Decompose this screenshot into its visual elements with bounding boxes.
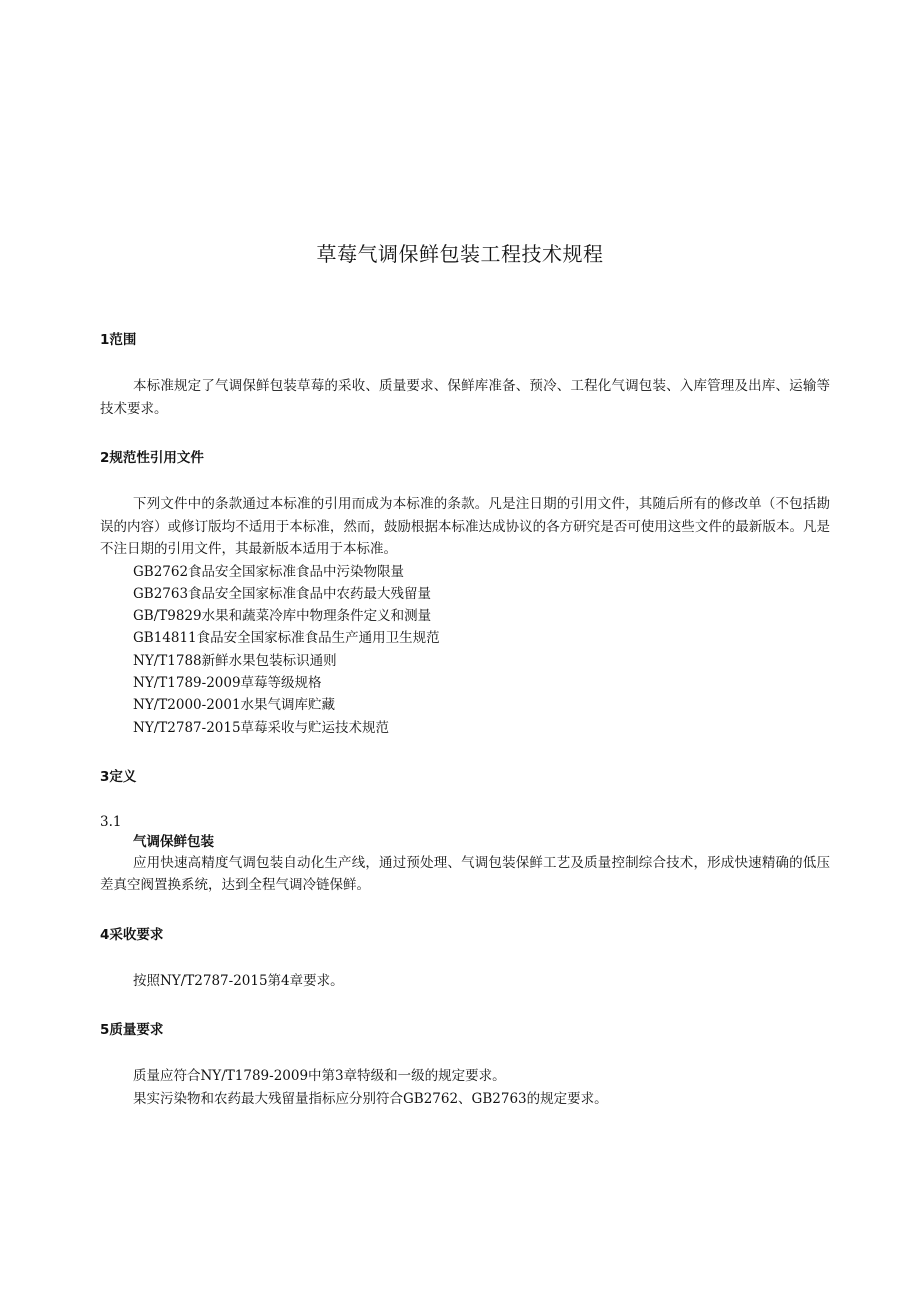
- section-references: [100, 448, 830, 739]
- section-heading-quality: 5质量要求: [100, 1022, 164, 1039]
- section-heading-references: 2规范性引用文件: [100, 450, 204, 466]
- definition-term: 气调保鲜包装: [133, 833, 214, 850]
- section-quality: [100, 1020, 830, 1110]
- reference-item: GB14811食品安全国家标准食品生产通用卫生规范: [133, 630, 440, 647]
- section-definitions: [100, 767, 830, 897]
- reference-item: NY/T1788新鲜水果包装标识通则: [133, 652, 337, 669]
- scope-paragraph: 本标准规定了气调保鲜包装草莓的采收、质量要求、保鲜库准备、预冷、工程化气调包装、入库管理及出库、运输等技术要求。: [100, 378, 830, 417]
- section-harvest: [100, 925, 830, 993]
- reference-item: GB/T9829水果和蔬菜冷库中物理条件定义和测量: [133, 608, 432, 625]
- section-heading-definitions: 3定义: [100, 768, 137, 785]
- reference-item: NY/T2000-2001水果气调库贮藏: [133, 697, 336, 714]
- reference-item: NY/T1789-2009草莓等级规格: [133, 674, 322, 691]
- quality-paragraph: 果实污染物和农药最大残留量指标应分别符合GB2762、GB2763的规定要求。: [133, 1090, 608, 1107]
- reference-list: [100, 561, 830, 739]
- section-heading-scope: 1范围: [100, 332, 137, 348]
- reference-item: NY/T2787-2015草莓采收与贮运技术规范: [133, 719, 390, 736]
- quality-paragraph: 质量应符合NY/T1789-2009中第3章特级和一级的规定要求。: [133, 1068, 506, 1085]
- definition-paragraph: 应用快速高精度气调包装自动化生产线，通过预处理、气调包装保鲜工艺及质量控制综合技术，形成快速精确的低压差真空阀置换系统，达到全程气调冷链保鲜。: [100, 854, 830, 894]
- reference-item: GB2762食品安全国家标准食品中污染物限量: [133, 563, 405, 580]
- references-paragraph: 下列文件中的条款通过本标准的引用而成为本标准的条款。凡是注日期的引用文件，其随后所有的修改单（不包括勘误的内容）或修订版均不适用于本标准，然而，鼓励根据本标准达成协议的各方研究是否可使用这些文件的最新版本。凡是不注日期的引用文件，其最新版本适用于本标准。: [100, 496, 830, 557]
- reference-item: GB2763食品安全国家标准食品中农药最大残留量: [133, 585, 432, 602]
- section-scope: [100, 330, 830, 420]
- document-body: [100, 330, 830, 1110]
- harvest-paragraph: 按照NY/T2787-2015第4章要求。: [133, 972, 344, 989]
- definition-number: 3.1: [100, 813, 122, 830]
- document-title: 草莓气调保鲜包装工程技术规程: [316, 242, 604, 266]
- section-heading-harvest: 4采收要求: [100, 926, 164, 943]
